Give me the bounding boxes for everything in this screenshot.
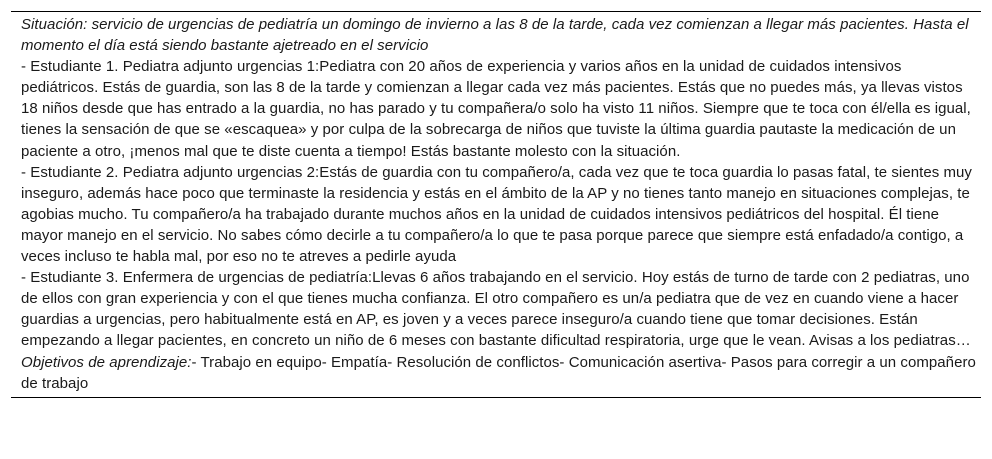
scenario-table (11, 11, 981, 398)
student-3-description: - Estudiante 3. Enfermera de urgencias de pediatría:Llevas 6 años trabajando en el servicio. Hoy estás de turno de tarde con 2 pediatras, uno de ellos con gran experiencia y con el que tienes mucha confianza. El otro compañero es un/a pediatra que de vez en cuando viene a hacer guardias a urgencias, pero habitualmente está en AP, es joven y a veces parece inseguro/a cuando tiene que tomar decisiones. Están empezando a llegar pacientes, en concreto un niño de 6 meses con bastante dificultad respiratoria, urge que le vean. Avisas a los pediatras… (21, 269, 971, 350)
learning-objectives (21, 352, 981, 394)
situation-text: Situación: servicio de urgencias de pediatría un domingo de invierno a las 8 de la tarde, cada vez comienzan a llegar más pacientes. Hasta el momento el día está siendo bastante ajetreado en el servicio (21, 16, 969, 55)
learning-objectives-label: Objetivos de aprendizaje: (21, 353, 192, 371)
student-1-description: - Estudiante 1. Pediatra adjunto urgencias 1:Pediatra con 20 años de experiencia y varios años en la unidad de cuidados intensivos pediátricos. Estás de guardia, son las 8 de la tarde y comienzan a llegar cada vez más pacientes. Estás que no puedes más, ya llevas vistos 18 niños desde que has entrado a la guardia, no has parado y tu compañera/o solo ha visto 11 niños. Siempre que te toca con él/ella es igual, tienes la sensación de que se «escaquea» y por culpa de la sobrecarga de niños que tuviste la última guardia pautaste la medicación de un paciente a otro, ¡menos mal que te diste cuenta a tiempo! Estás bastante molesto con la situación. (21, 58, 971, 160)
student-2-description: - Estudiante 2. Pediatra adjunto urgencias 2:Estás de guardia con tu compañero/a, cada vez que te toca guardia lo pasas fatal, te sientes muy inseguro, además hace poco que terminaste la residencia y estás en el ámbito de la AP y no tienes tanto manejo en situaciones complejas, te agobias mucho. Tu compañero/a ha trabajado durante muchos años en la unidad de cuidados intensivos pediátricos del hospital. Él tiene mayor manejo en el servicio. No sabes cómo decirle a tu compañero/a lo que te pasa porque parece que siempre está enfadado/a contigo, a veces incluso te habla mal, por eso no te atreves a pedirle ayuda (21, 163, 972, 266)
scenario-cell (11, 12, 981, 397)
learning-objectives-list: - Trabajo en equipo- Empatía- Resolución de conflictos- Comunicación asertiva- Pasos para corregir a un compañero de trabajo (21, 353, 976, 392)
